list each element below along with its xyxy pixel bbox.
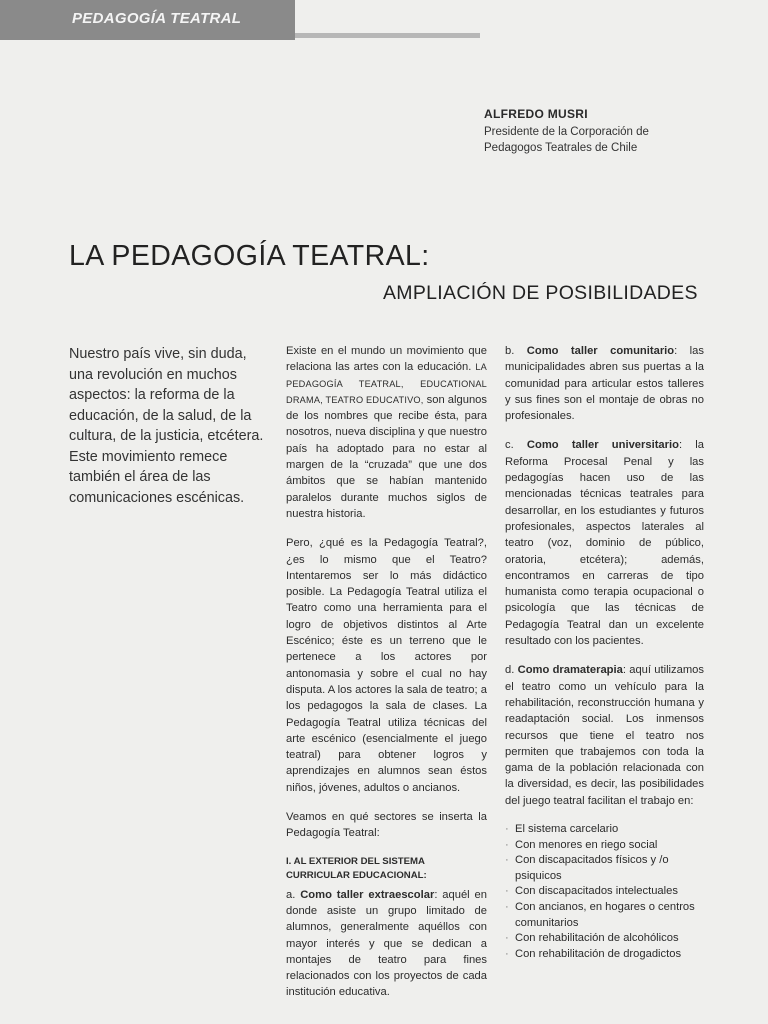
item-d-heading: Como dramaterapia xyxy=(517,664,623,677)
section-label: PEDAGOGÍA TEATRAL xyxy=(72,10,242,27)
article-title: LA PEDAGOGÍA TEATRAL: xyxy=(69,240,430,272)
list-item: · Con menores en riego social xyxy=(505,838,658,851)
section-header-band xyxy=(0,0,295,40)
paragraph-intro: Existe en el mundo un movimiento que relaciona las artes con la educación. LA PEDAGOGÍA TEATRAL, EDUCATIONAL DRAMA, TEATRO EDUCATIVO, son algunos de los nombres que recibe ésta, para nosotros, nueva disciplina y que nuestro país ha adoptado para no estar al margen de la “cruzada” que une dos ámbitos que se habían mantenido paralelos durante muchos siglos de nuestra historia. xyxy=(286,345,487,520)
lead-paragraph: Nuestro país vive, sin duda, una revolución en muchos aspectos: la reforma de la educación, de la salud, de la cultura, de la justicia, etcétera. Este movimiento remece también el área de las comunicaciones escénicas. xyxy=(69,346,264,506)
list-item: · Con discapacitados físicos y /o psiquicos xyxy=(505,854,669,882)
header-rule xyxy=(295,33,480,38)
list-item: · Con discapacitados intelectuales xyxy=(505,885,678,898)
list-item: · Con rehabilitación de alcohólicos xyxy=(505,932,679,945)
item-b: b. Como taller comunitario: las municipalidades abren sus puertas a la comunidad para articular estos talleres y sus fines son el montaje de obras no profesionales. xyxy=(505,345,704,423)
discipline-names: LA PEDAGOGÍA TEATRAL, EDUCATIONAL DRAMA, TEATRO EDUCATIVO, xyxy=(286,362,487,405)
item-c: c. Como taller universitario: la Reforma Procesal Penal y las pedagogías hacen uso de las mencionadas técnicas teatrales para desarrollar, en los estudiantes y futuros profesionales, aspectos laterales al teatro (voz, dominio de público, oratoria, etcétera); además, encontramos en carreras de tipo humanista como terapia ocupacional o psicología que las técnicas de Pedagogía Teatral dan un excelente resultado con los pacientes. xyxy=(505,439,704,648)
applications-list xyxy=(505,822,704,962)
list-item: · Con ancianos, en hogares o centros comunitarios xyxy=(505,900,695,929)
body-column-3 xyxy=(505,343,704,962)
item-b-heading: Como taller comunitario xyxy=(526,345,675,357)
section-heading: I. AL EXTERIOR DEL SISTEMA CURRICULAR EDUCACIONAL: xyxy=(286,855,427,881)
author-role-line2: Pedagogos Teatrales de Chile xyxy=(484,142,638,154)
item-c-heading: Como taller universitario xyxy=(526,439,679,452)
paragraph-sectors: Veamos en qué sectores se inserta la Pedagogía Teatral: xyxy=(286,811,487,840)
article-subtitle: AMPLIACIÓN DE POSIBILIDADES xyxy=(383,282,698,304)
item-d: d. Como dramaterapia: aquí utilizamos el teatro como un vehículo para la rehabilitación, reconstrucción humana y readaptación social. Los inmensos recursos que tiene el teatro nos permiten que trabajemos con toda la gama de la población relacionada con la diversidad, es decir, las posibilidades del juego teatral facilitan el trabajo en: xyxy=(505,664,704,807)
list-item: · Con rehabilitación de drogadictos xyxy=(505,947,682,960)
paragraph-definition: Pero, ¿qué es la Pedagogía Teatral?, ¿es lo mismo que el Teatro? Intentaremos ser lo más didáctico posible. La Pedagogía Teatral utiliza el Teatro como una herramienta para el logro de objetivos distintos al Arte Escénico; éste es un terreno que le pertenece a los actores por antonomasia y sobre el cual no hay disputa. A los actores la sala de teatro; a los pedagogos la sala de clases. La Pedagogía Teatral utiliza técnicas del arte escénico (esencialmente el juego teatral) para obtener logros y aprendizajes en alumnos sean éstos niños, jóvenes, adultos o ancianos. xyxy=(286,537,487,794)
author-role-line1: Presidente de la Corporación de xyxy=(484,126,649,138)
item-a-heading: Como taller extraescolar xyxy=(300,888,435,901)
author-name: ALFREDO MUSRI xyxy=(484,107,588,121)
author-block xyxy=(484,107,649,156)
item-a: a. Como taller extraescolar: aquél en donde asiste un grupo limitado de alumnos, generalmente aquéllos con mayor interés y que se dedican a montajes de teatro para fines relacionados con los proyectos de cada institución educativa. xyxy=(286,888,487,999)
body-column-2 xyxy=(286,343,487,1014)
list-item: · El sistema carcelario xyxy=(505,823,619,836)
